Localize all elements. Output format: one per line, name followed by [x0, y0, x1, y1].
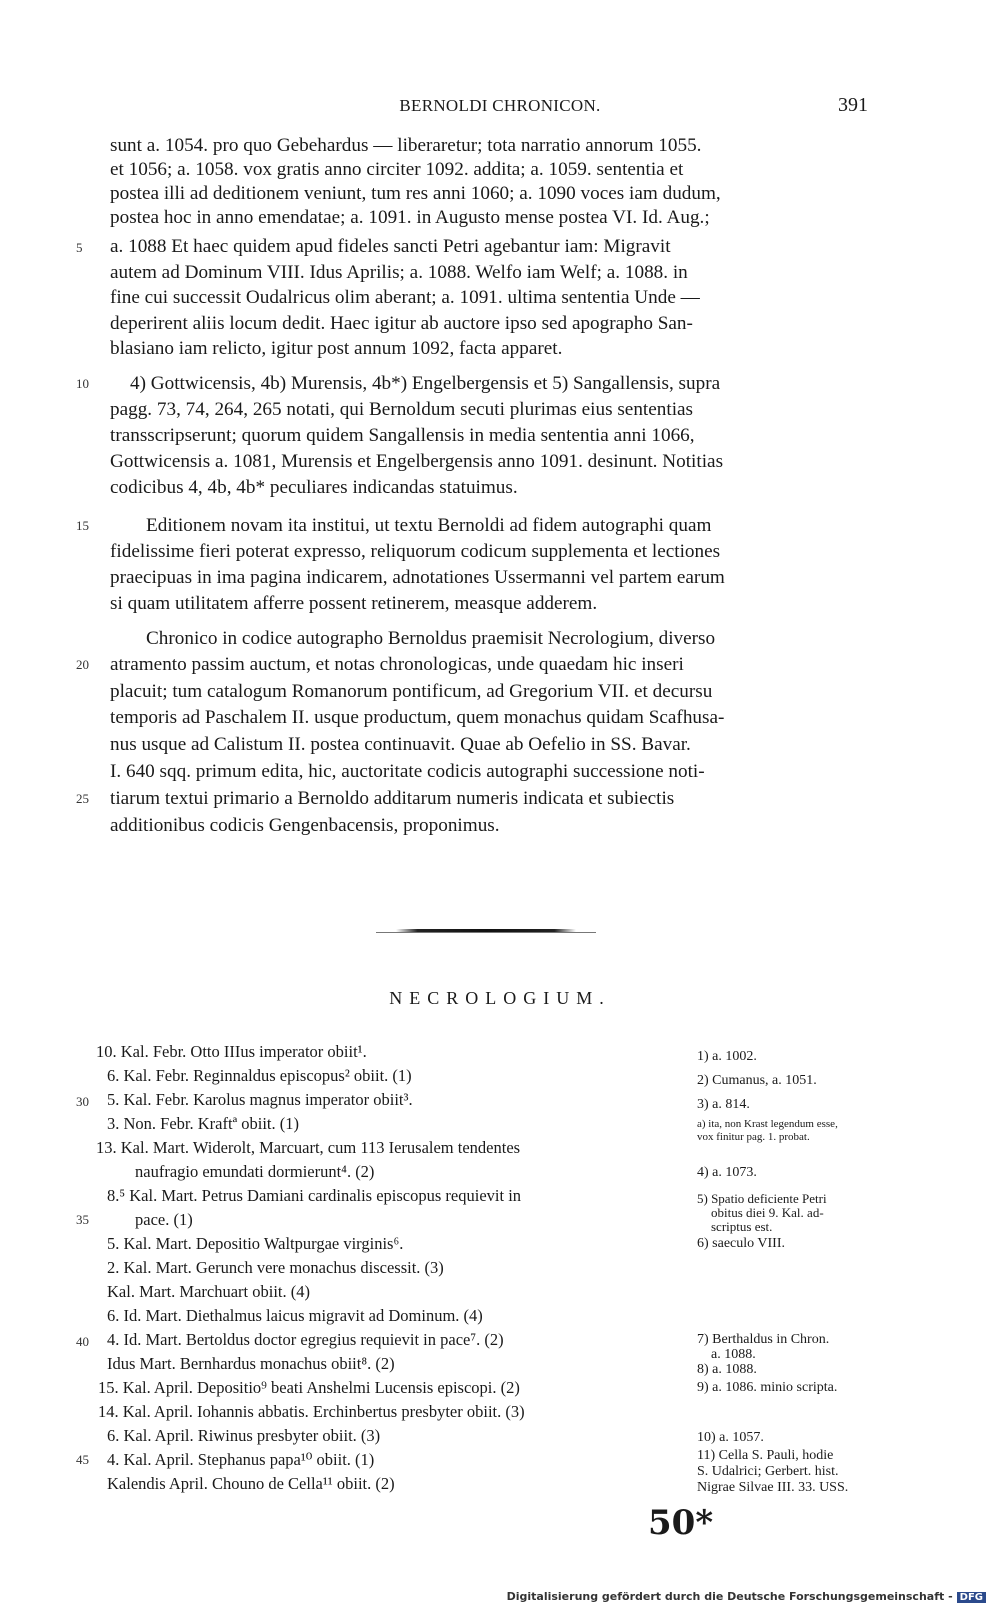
footnote: vox finitur pag. 1. probat. — [697, 1131, 810, 1143]
footnote: 4) a. 1073. — [697, 1165, 757, 1180]
text-line: deperirent aliis locum dedit. Haec igitur ab auctore ipso sed apographo San- — [110, 313, 693, 334]
footnote: 10) a. 1057. — [697, 1430, 764, 1445]
text-line: fine cui successit Oudalricus olim aberant; a. 1091. ultima sententia Unde — — [110, 287, 700, 308]
footnote: a) ita, non Krast legendum esse, — [697, 1118, 838, 1130]
digitization-footer — [507, 1590, 986, 1603]
text-line: placuit; tum catalogum Romanorum pontificum, ad Gregorium VII. et decursu — [110, 681, 713, 702]
signature-mark: 50* — [648, 1503, 714, 1543]
necrology-entry: naufragio emundati dormierunt⁴. (2) — [135, 1162, 375, 1181]
text-line: Chronico in codice autographo Bernoldus praemisit Necrologium, diverso — [146, 628, 716, 649]
line-number: 35 — [76, 1212, 89, 1227]
text-line: et 1056; a. 1058. vox gratis anno circiter 1092. addita; a. 1059. sententia et — [110, 159, 684, 180]
text-line: blasiano iam relicto, igitur post annum 1092, facta apparet. — [110, 338, 563, 359]
necrology-entry: 5. Kal. Mart. Depositio Waltpurgae virginis⁶. — [107, 1234, 404, 1253]
text-line: atramento passim auctum, et notas chronologicas, unde quaedam hic inseri — [110, 654, 684, 675]
necrology-entry: 6. Kal. Febr. Reginnaldus episcopus² obiit. (1) — [107, 1066, 412, 1085]
footnote: 3) a. 814. — [697, 1097, 750, 1112]
footnote: a. 1088. — [711, 1347, 756, 1362]
text-line: a. 1088 Et haec quidem apud fideles sancti Petri agebantur iam: Migravit — [110, 236, 671, 257]
footnote: 7) Berthaldus in Chron. — [697, 1332, 830, 1347]
section-title: NECROLOGIUM. — [389, 988, 611, 1008]
necrology-entry: 2. Kal. Mart. Gerunch vere monachus discessit. (3) — [107, 1258, 444, 1277]
footnote: Nigrae Silvae III. 33. USS. — [697, 1480, 849, 1495]
text-line: postea illi ad deditionem veniunt, tum res anni 1060; a. 1090 voces iam dudum, — [110, 183, 721, 204]
necrology-entry: 4. Kal. April. Stephanus papa¹⁰ obiit. (1) — [107, 1450, 375, 1469]
necrology-entry: 6. Kal. April. Riwinus presbyter obiit. (3) — [107, 1426, 381, 1445]
footnote: 9) a. 1086. minio scripta. — [697, 1380, 838, 1395]
text-line: Gottwicensis a. 1081, Murensis et Engelbergensis anno 1091. desinunt. Notitias — [110, 451, 724, 472]
text-line: Editionem novam ita institui, ut textu Bernoldi ad fidem autographi quam — [146, 515, 712, 536]
line-number: 20 — [76, 657, 89, 672]
footnote: 6) saeculo VIII. — [697, 1236, 785, 1251]
footnote: S. Udalrici; Gerbert. hist. — [697, 1464, 839, 1479]
text-line: additionibus codicis Gengenbacensis, proponimus. — [110, 815, 500, 836]
footnote: obitus diei 9. Kal. ad- — [711, 1205, 824, 1220]
divider-rule — [376, 932, 596, 933]
running-head: BERNOLDI CHRONICON. — [399, 96, 601, 115]
text-line: si quam utilitatem afferre possent retinerem, measque adderem. — [110, 593, 598, 614]
necrology-entry: Kal. Mart. Marchuart obiit. (4) — [107, 1282, 310, 1301]
necrology-entry: Idus Mart. Bernhardus monachus obiit⁸. (2) — [107, 1354, 395, 1373]
text-line: transscripserunt; quorum quidem Sangallensis in media sententia anni 1066, — [110, 425, 695, 446]
line-number: 40 — [76, 1334, 89, 1349]
divider-ornament — [396, 929, 576, 932]
necrology-entry: 5. Kal. Febr. Karolus magnus imperator obiit³. — [107, 1090, 413, 1109]
footnote: scriptus est. — [711, 1219, 773, 1234]
line-number: 25 — [76, 791, 89, 806]
necrology-entry: pace. (1) — [135, 1210, 193, 1229]
footnote: 11) Cella S. Pauli, hodie — [697, 1448, 834, 1463]
line-number: 30 — [76, 1094, 89, 1109]
necrology-entry: 6. Id. Mart. Diethalmus laicus migravit ad Dominum. (4) — [107, 1306, 483, 1325]
line-number: 10 — [76, 376, 89, 391]
necrology-entry: Kalendis April. Chouno de Cella¹¹ obiit. (2) — [107, 1474, 395, 1493]
necrology-entry: 14. Kal. April. Iohannis abbatis. Erchinbertus presbyter obiit. (3) — [98, 1402, 525, 1421]
footnote: 8) a. 1088. — [697, 1362, 757, 1377]
text-line: temporis ad Paschalem II. usque productum, quem monachus quidam Scafhusa- — [110, 707, 725, 728]
text-line: fidelissime fieri poterat expresso, reliquorum codicum supplementa et lectiones — [110, 541, 721, 562]
line-number: 45 — [76, 1452, 89, 1467]
text-line: I. 640 sqq. primum edita, hic, auctoritate codicis autographi successione noti- — [110, 761, 705, 782]
necrology-entry: 3. Non. Febr. Kraftª obiit. (1) — [107, 1114, 299, 1133]
text-line: postea hoc in anno emendatae; a. 1091. in Augusto mense postea VI. Id. Aug.; — [110, 207, 710, 228]
text-line: codicibus 4, 4b, 4b* peculiares indicandas statuimus. — [110, 477, 518, 498]
page-number: 391 — [838, 94, 868, 116]
necrology-entry: 4. Id. Mart. Bertoldus doctor egregius requievit in pace⁷. (2) — [107, 1330, 504, 1349]
text-line: nus usque ad Calistum II. postea continuavit. Quae ab Oefelio in SS. Bavar. — [110, 734, 691, 755]
text-line: praecipuas in ima pagina indicarem, adnotationes Ussermanni vel partem earum — [110, 567, 725, 588]
footnote: 1) a. 1002. — [697, 1049, 757, 1064]
necrology-entry: 10. Kal. Febr. Otto IIIus imperator obiit¹. — [96, 1042, 367, 1061]
text-line: tiarum textui primario a Bernoldo additarum numeris indicata et subiectis — [110, 788, 675, 809]
line-number: 5 — [76, 240, 83, 255]
footnote: 5) Spatio deficiente Petri — [697, 1191, 827, 1206]
necrology-entry: 8.⁵ Kal. Mart. Petrus Damiani cardinalis episcopus requievit in — [107, 1186, 522, 1205]
dfg-logo: DFG — [957, 1592, 986, 1603]
necrology-entry: 13. Kal. Mart. Widerolt, Marcuart, cum 113 Ierusalem tendentes — [96, 1138, 521, 1157]
footnote: 2) Cumanus, a. 1051. — [697, 1073, 817, 1088]
text-line: autem ad Dominum VIII. Idus Aprilis; a. 1088. Welfo iam Welf; a. 1088. in — [110, 262, 688, 283]
text-line: pagg. 73, 74, 264, 265 notati, qui Bernoldum secuti plurimas eius sententias — [110, 399, 694, 420]
line-number: 15 — [76, 518, 89, 533]
footer-text: Digitalisierung gefördert durch die Deutsche Forschungsgemeinschaft - — [506, 1590, 953, 1603]
text-line: 4) Gottwicensis, 4b) Murensis, 4b*) Engelbergensis et 5) Sangallensis, supra — [130, 373, 721, 394]
text-line: sunt a. 1054. pro quo Gebehardus — liberaretur; tota narratio annorum 1055. — [110, 135, 702, 156]
necrology-entry: 15. Kal. April. Depositio⁹ beati Anshelmi Lucensis episcopi. (2) — [98, 1378, 520, 1397]
